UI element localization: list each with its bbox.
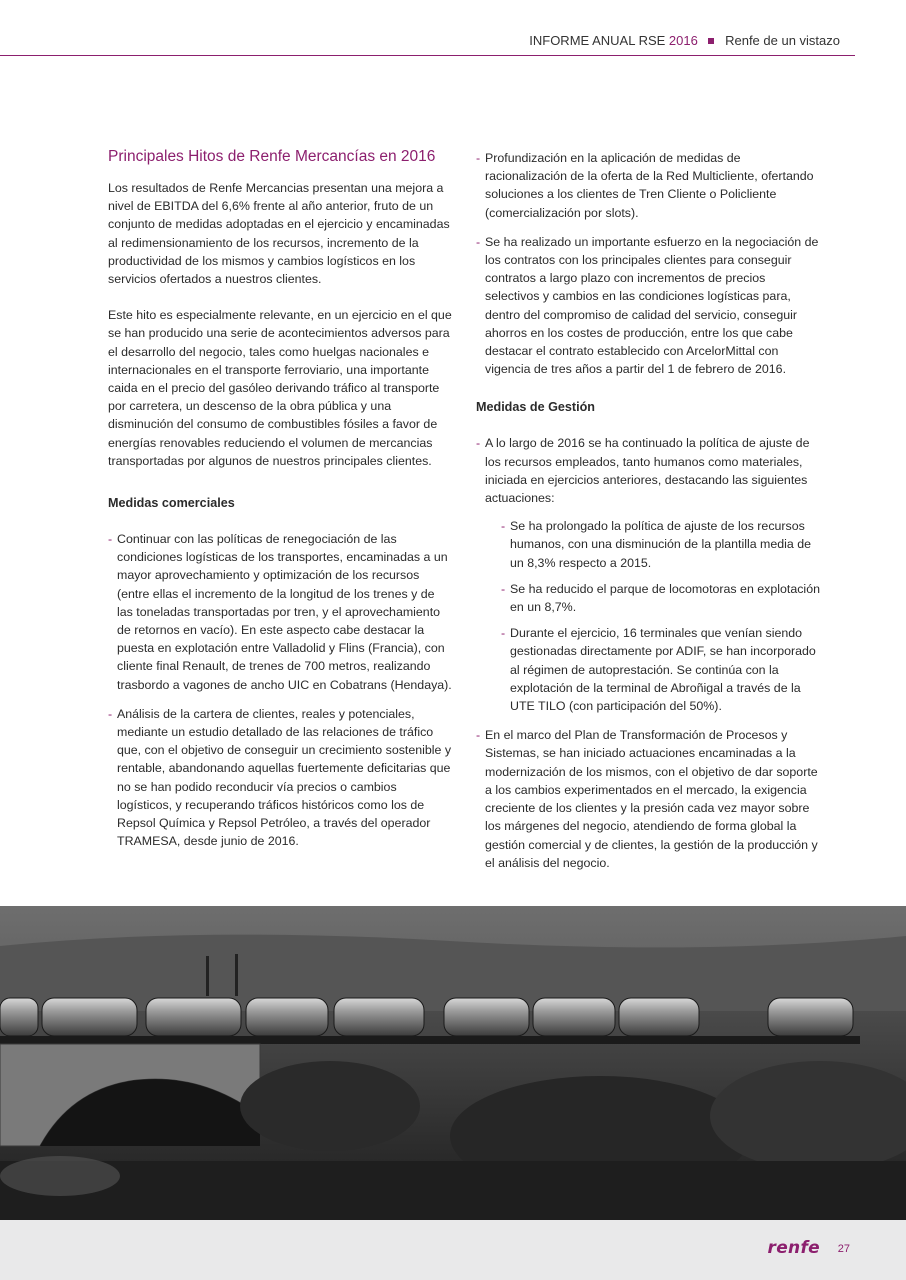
right-column [476,149,821,883]
section-title: Renfe de un vistazo [725,33,840,48]
page-number: 27 [837,1243,850,1255]
train-bridge-illustration [0,906,906,1220]
list-item-text: A lo largo de 2016 se ha continuado la política de ajuste de los recursos empleados, tanto humanos como materiales, iniciada en ejercicios anteriores, destacando las siguientes actuaciones: [485,436,810,506]
sub-list-item: - Se ha reducido el parque de locomotoras en explotación en un 8,7%. [501,580,821,616]
renfe-logo: renfe [767,1238,820,1258]
report-title: INFORME ANUAL RSE [529,33,666,48]
left-column [108,147,453,862]
page-title: Principales Hitos de Renfe Mercancías en 2016 [108,148,436,165]
intro-paragraph: Los resultados de Renfe Mercancias presentan una mejora a nivel de EBITDA del 6,6% frente al año anterior, fruto de un conjunto de medidas adoptadas en el ejercicio y encaminadas al redimensionamiento de los recursos, incremento de la productividad de los mismos y cambios logísticos en los servicios ofertados a nuestros clientes. [108,181,450,287]
list-item [476,434,821,715]
sub-list-item: - Se ha prolongado la política de ajuste de los recursos humanos, con una disminución de la plantilla media de un 8,3% respecto a 2015. [501,517,821,572]
report-year: 2016 [668,33,698,48]
commercial-list-continued [476,149,821,378]
list-item: - Continuar con las políticas de renegociación de las condiciones logísticas de los transportes, encaminadas a un mayor aprovechamiento y optimización de los recursos (entre ellas el incremento de la longitud de los trenes y de las toneladas transportadas por tren, y el aprovechamiento de retornos en vacío). En este aspecto cabe destacar la puesta en explotación entre Valladolid y Flins (Francia), con cliente final Renault, de trenes de 700 metros, realizando trasbordo a vagones de ancho UIC en Cobatrans (Hendaya). [108,530,453,694]
list-item: - En el marco del Plan de Transformación de Procesos y Sistemas, se han iniciado actuaciones encaminadas a la modernización de los mismos, con el objetivo de dar soporte a los cambios experimentados en el mercado, la exigencia creciente de los clientes y la presión cada vez mayor sobre los márgenes del negocio, atendiendo de forma global la gestión comercial y de clientes, la gestión de la producción y el análisis del negocio. [476,726,821,872]
sub-list [485,517,821,715]
header-square-icon [708,38,714,44]
list-item: - Análisis de la cartera de clientes, reales y potenciales, mediante un estudio detallado de las relaciones de tráfico que, con el objetivo de conseguir un crecimiento sostenible y rentable, abandonando aquellas fuertemente deficitarias que no se han podido reconducir vía precios o cambios logísticos, y recuperando tráficos históricos como los de Repsol Química y Repsol Petróleo, a través del operador TRAMESA, desde junio de 2016. [108,705,453,851]
sub-list-item: - Durante el ejercicio, 16 terminales que venían siendo gestionadas directamente por ADIF, se han incorporado al régimen de autoprestación. Se continúa con la explotación de la terminal de Abroñigal a través de la UTE TILO (con participación del 50%). [501,624,821,715]
freight-train-photo [0,906,906,1220]
management-heading: Medidas de Gestión [476,400,595,415]
running-header [529,33,840,48]
context-paragraph: Este hito es especialmente relevante, en un ejercicio en el que se han producido una serie de acontecimientos adversos para el desarrollo del negocio, tales como huelgas nacionales e internacionales en el transporte ferroviario, una importante caida en el precio del gasóleo derivando tráfico al transporte por carretera, un descenso de la obra pública y una disminución del consumo de combustibles fósiles a favor de energías renovables reduciendo el volumen de mercancias transportadas por algunos de nuestros principales clientes. [108,308,452,468]
commercial-list [108,530,453,850]
list-item: - Profundización en la aplicación de medidas de racionalización de la oferta de la Red Multicliente, ofertando soluciones a los clientes de Tren Cliente o Policliente (comercialización por slots). [476,149,821,222]
list-item: - Se ha realizado un importante esfuerzo en la negociación de los contratos con los principales clientes para conseguir contratos a largo plazo con incrementos de precios selectivos y cambios en las condiciones logísticas para, dentro del compromiso de calidad del servicio, conseguir ahorros en los costes de producción, entre los que cabe destacar el contrato establecido con ArcelorMittal con vigencia de tres años a partir del 1 de febrero de 2016. [476,233,821,379]
commercial-heading: Medidas comerciales [108,496,235,511]
management-list [476,434,821,871]
header-divider [0,55,855,56]
